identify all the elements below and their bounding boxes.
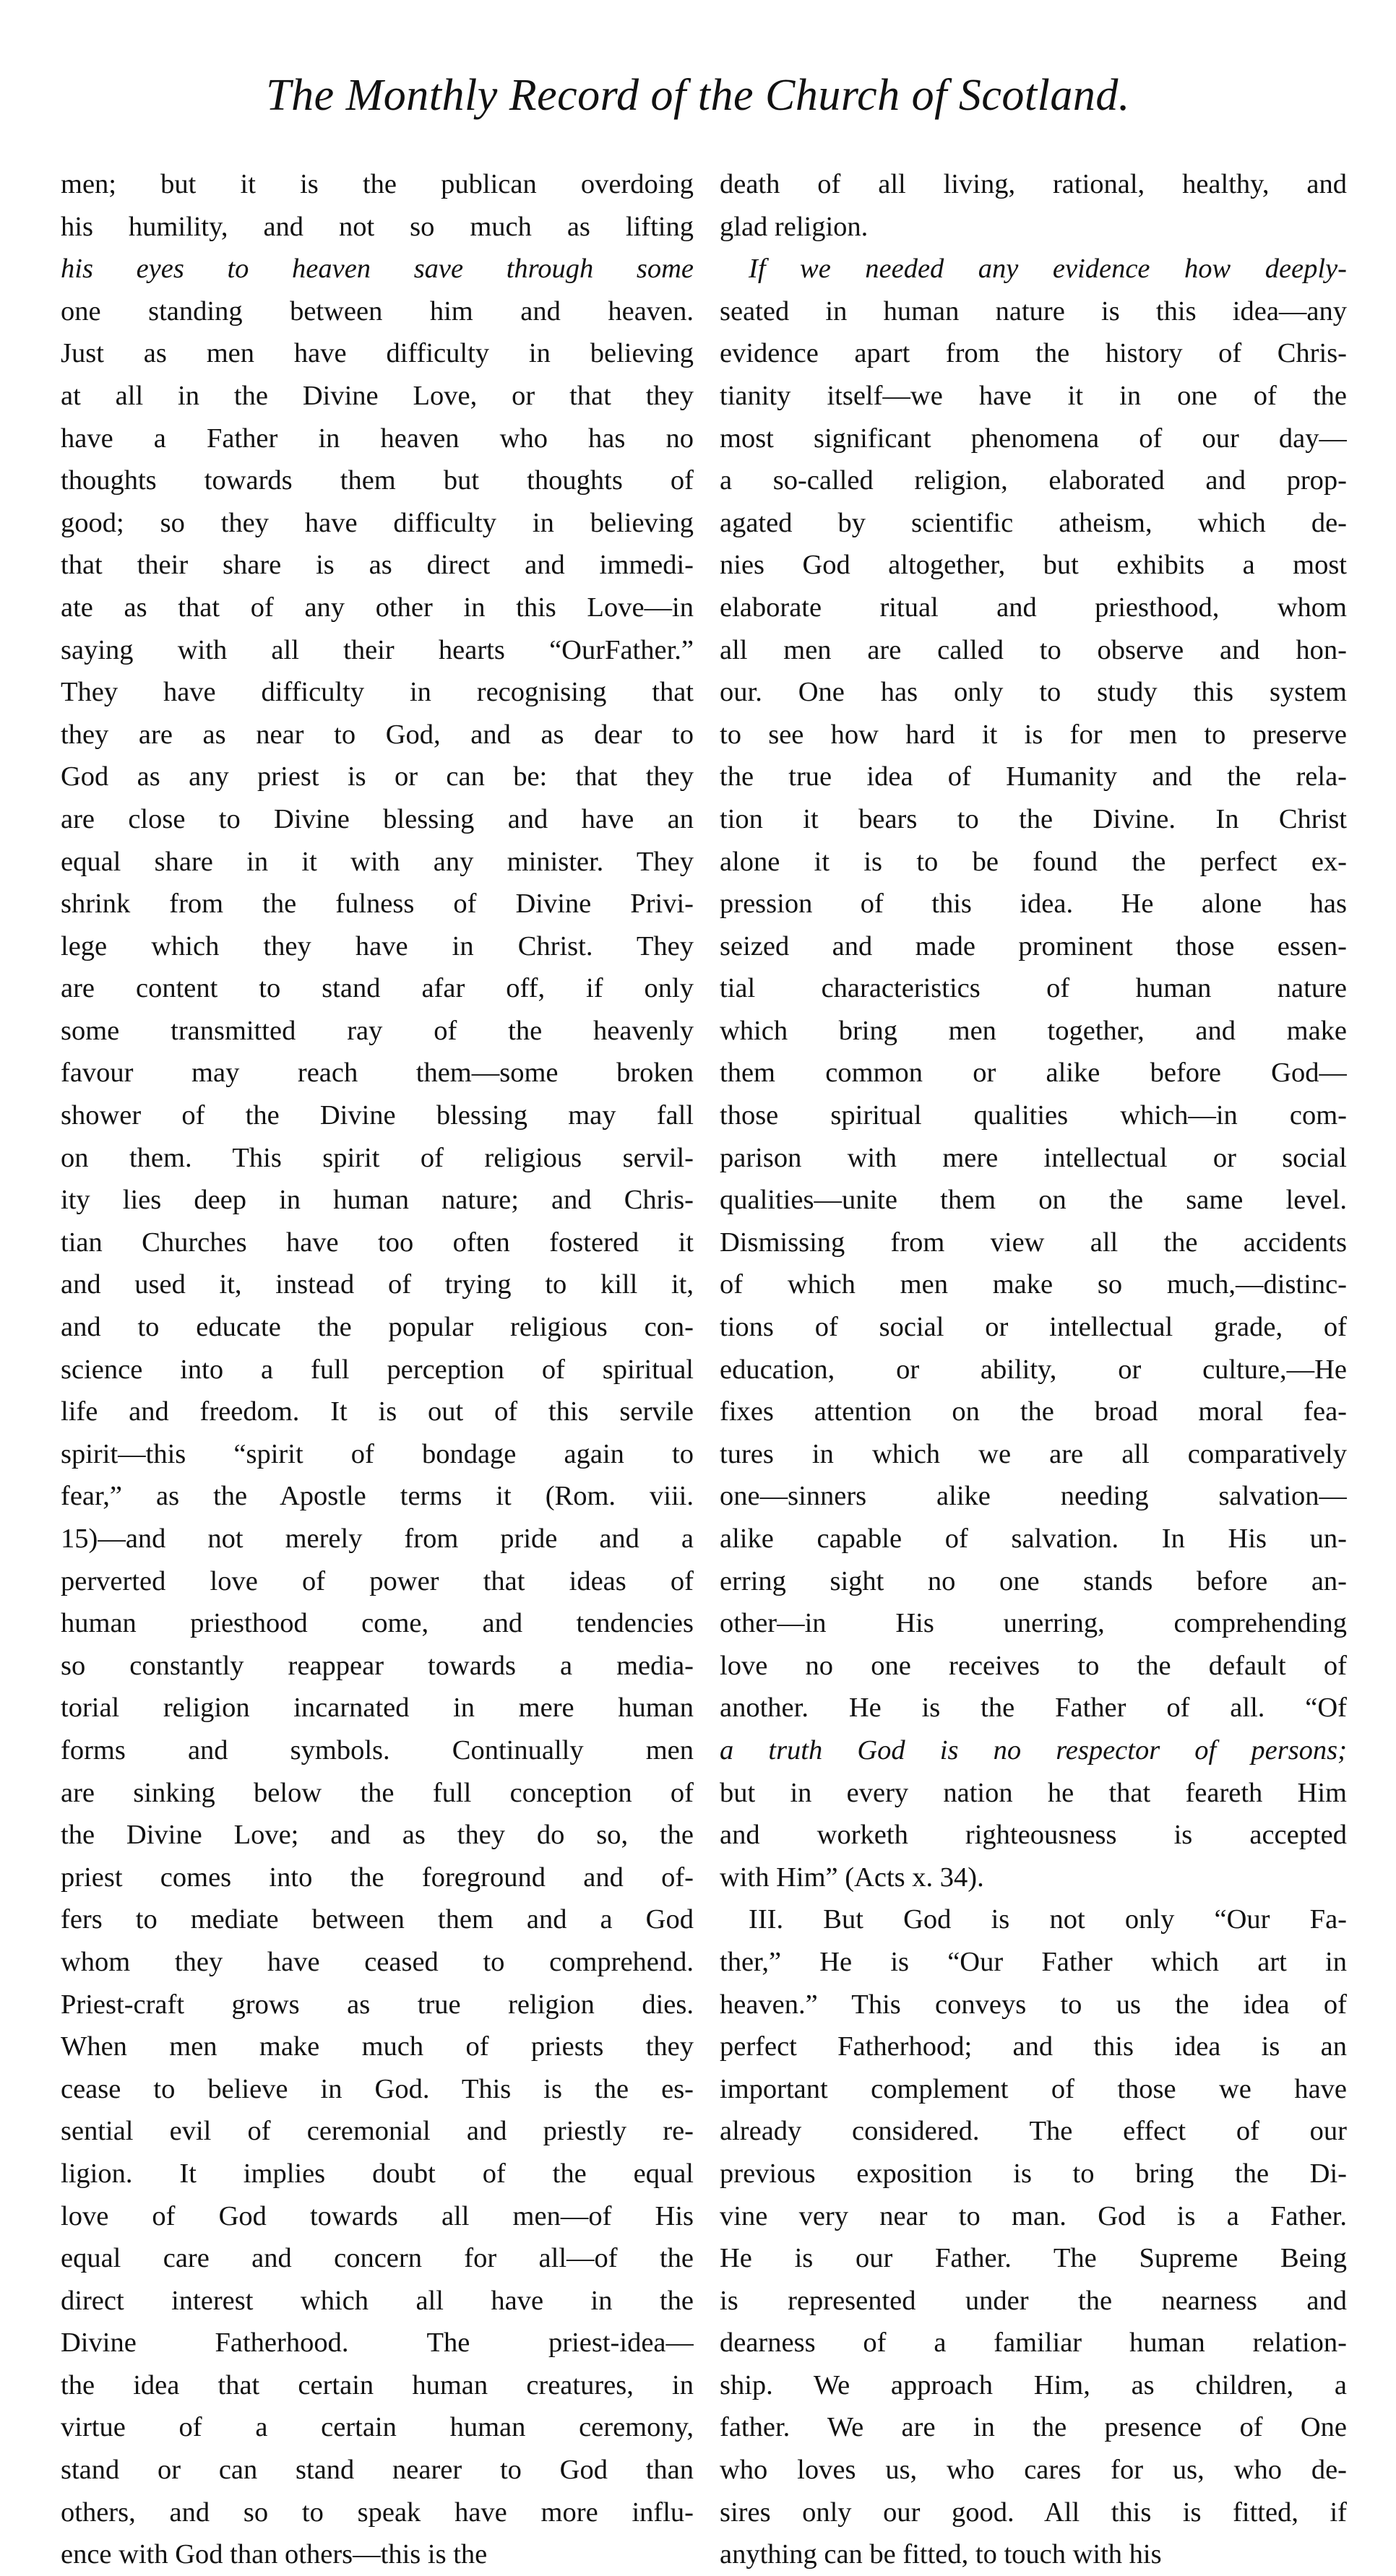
text-line: and used it, instead of trying to kill it, — [61, 1269, 694, 1300]
text-line: love no one receives to the default of — [720, 1650, 1347, 1681]
text-line: anything can be fitted, to touch with his — [720, 2539, 1162, 2570]
text-line: good; so they have difficulty in believing — [61, 507, 694, 538]
text-line: are close to Divine blessing and have an — [61, 803, 694, 834]
text-line: vine very near to man. God is a Father. — [720, 2200, 1347, 2231]
text-line: other—in His unerring, comprehending — [720, 1608, 1347, 1639]
text-line: are sinking below the full conception of — [61, 1777, 694, 1808]
text-line: agated by scientific atheism, which de- — [720, 507, 1347, 538]
text-line: and worketh righteousness is accepted — [720, 1820, 1347, 1851]
text-line: one standing between him and heaven. — [61, 295, 694, 327]
text-line: glad religion. — [720, 211, 869, 242]
text-line: favour may reach them—some broken — [61, 1058, 694, 1089]
text-line: tion it bears to the Divine. In Christ — [720, 803, 1347, 834]
text-line: ence with God than others—this is the — [61, 2539, 488, 2570]
text-line: love of God towards all men—of His — [61, 2200, 694, 2231]
text-line: alone it is to be found the perfect ex- — [720, 846, 1347, 877]
text-line: shrink from the fulness of Divine Privi- — [61, 889, 694, 920]
text-line: his eyes to heaven save through some — [61, 254, 694, 285]
text-line: God as any priest is or can be: that they — [61, 761, 694, 792]
text-line: tianity itself—we have it in one of the — [720, 380, 1347, 411]
text-line: which bring men together, and make — [720, 1015, 1347, 1046]
text-line: pression of this idea. He alone has — [720, 889, 1347, 920]
text-line: one—sinners alike needing salvation— — [720, 1481, 1347, 1512]
text-line: shower of the Divine blessing may fall — [61, 1100, 694, 1131]
text-line: dearness of a familiar human relation- — [720, 2328, 1347, 2359]
text-line: direct interest which all have in the — [61, 2285, 694, 2316]
text-line: erring sight no one stands before an- — [720, 1565, 1347, 1596]
text-line: so constantly reappear towards a media- — [61, 1650, 694, 1681]
text-line: life and freedom. It is out of this servile — [61, 1396, 694, 1427]
text-line: fear,” as the Apostle terms it (Rom. viii. — [61, 1481, 694, 1512]
text-line: men; but it is the publican overdoing — [61, 169, 694, 199]
text-line: human priesthood come, and tendencies — [61, 1608, 694, 1639]
text-line: Just as men have difficulty in believing — [61, 338, 694, 369]
text-line: death of all living, rational, healthy, and — [720, 169, 1347, 199]
text-line: have a Father in heaven who has no — [61, 423, 694, 454]
text-line: most significant phenomena of our day— — [720, 423, 1347, 454]
text-line: at all in the Divine Love, or that they — [61, 380, 694, 411]
text-line: are content to stand afar off, if only — [61, 973, 694, 1004]
text-line: tions of social or intellectual grade, of — [720, 1312, 1347, 1343]
text-line: and to educate the popular religious con- — [61, 1312, 694, 1343]
text-line: tures in which we are all comparatively — [720, 1438, 1347, 1469]
text-line: previous exposition is to bring the Di- — [720, 2158, 1347, 2189]
text-line: perfect Fatherhood; and this idea is an — [720, 2031, 1347, 2062]
text-line: who loves us, who cares for us, who de- — [720, 2455, 1347, 2486]
text-line: tial characteristics of human nature — [720, 973, 1347, 1004]
text-line: is represented under the nearness and — [720, 2285, 1347, 2316]
text-line: education, or ability, or culture,—He — [720, 1354, 1347, 1385]
text-line: 15)—and not merely from pride and a — [61, 1523, 694, 1554]
text-line: a truth God is no respector of persons; — [720, 1734, 1347, 1765]
text-line: When men make much of priests they — [61, 2031, 694, 2062]
text-line: another. He is the Father of all. “Of — [720, 1693, 1347, 1724]
text-line: the idea that certain human creatures, in — [61, 2369, 694, 2400]
text-line: them common or alike before God— — [720, 1058, 1347, 1089]
text-line: but in every nation he that feareth Him — [720, 1777, 1347, 1808]
left-column — [61, 163, 694, 2576]
running-head: The Monthly Record of the Church of Scotland. — [266, 71, 1130, 120]
text-line: already considered. The effect of our — [720, 2116, 1347, 2147]
text-line: Priest-craft grows as true religion dies. — [61, 1989, 694, 2020]
text-line: father. We are in the presence of One — [720, 2412, 1347, 2443]
text-line: torial religion incarnated in mere human — [61, 1693, 694, 1724]
text-line: Divine Fatherhood. The priest-idea— — [61, 2328, 694, 2359]
text-line: ship. We approach Him, as children, a — [720, 2369, 1347, 2400]
text-line: equal share in it with any minister. They — [61, 846, 694, 877]
text-line: parison with mere intellectual or social — [720, 1142, 1347, 1173]
text-line: spirit—this “spirit of bondage again to — [61, 1438, 694, 1469]
text-line: ther,” He is “Our Father which art in — [720, 1946, 1347, 1977]
text-line: heaven.” This conveys to us the idea of — [720, 1989, 1347, 2020]
text-line: the true idea of Humanity and the rela- — [720, 761, 1347, 792]
text-line: forms and symbols. Continually men — [61, 1734, 694, 1765]
text-line: all men are called to observe and hon- — [720, 634, 1347, 665]
text-line: If we needed any evidence how deeply- — [749, 254, 1347, 285]
text-line: the Divine Love; and as they do so, the — [61, 1820, 694, 1851]
text-line: He is our Father. The Supreme Being — [720, 2243, 1347, 2274]
text-line: stand or can stand nearer to God than — [61, 2455, 694, 2486]
text-line: others, and so to speak have more influ- — [61, 2497, 694, 2528]
text-line: qualities—unite them on the same level. — [720, 1185, 1347, 1216]
text-line: to see how hard it is for men to preserve — [720, 719, 1347, 750]
text-line: on them. This spirit of religious servil- — [61, 1142, 694, 1173]
text-line: saying with all their hearts “OurFather.” — [61, 634, 694, 665]
text-line: seized and made prominent those essen- — [720, 930, 1347, 961]
right-column — [720, 163, 1347, 2576]
text-line: sires only our good. All this is fitted, if — [720, 2497, 1347, 2528]
text-line: lege which they have in Christ. They — [61, 930, 694, 961]
text-line: virtue of a certain human ceremony, — [61, 2412, 694, 2443]
text-line: fers to mediate between them and a God — [61, 1904, 694, 1935]
text-line: They have difficulty in recognising that — [61, 677, 694, 708]
text-line: equal care and concern for all—of the — [61, 2243, 694, 2274]
text-line: ate as that of any other in this Love—in — [61, 592, 694, 623]
text-line: ligion. It implies doubt of the equal — [61, 2158, 694, 2189]
text-line: thoughts towards them but thoughts of — [61, 465, 694, 496]
text-line: cease to believe in God. This is the es- — [61, 2073, 694, 2104]
text-line: evidence apart from the history of Chris- — [720, 338, 1347, 369]
text-line: nies God altogether, but exhibits a most — [720, 550, 1347, 581]
text-line: ity lies deep in human nature; and Chris- — [61, 1185, 694, 1216]
text-line: of which men make so much,—distinc- — [720, 1269, 1347, 1300]
text-line: our. One has only to study this system — [720, 677, 1347, 708]
text-line: alike capable of salvation. In His un- — [720, 1523, 1347, 1554]
text-line: important complement of those we have — [720, 2073, 1347, 2104]
text-line: his humility, and not so much as lifting — [61, 211, 694, 242]
text-line: sential evil of ceremonial and priestly re- — [61, 2116, 694, 2147]
text-line: fixes attention on the broad moral fea- — [720, 1396, 1347, 1427]
text-line: they are as near to God, and as dear to — [61, 719, 694, 750]
text-line: perverted love of power that ideas of — [61, 1565, 694, 1596]
text-line: whom they have ceased to comprehend. — [61, 1946, 694, 1977]
text-line: seated in human nature is this idea—any — [720, 295, 1347, 327]
text-line: elaborate ritual and priesthood, whom — [720, 592, 1347, 623]
text-line: some transmitted ray of the heavenly — [61, 1015, 694, 1046]
text-line: III. But God is not only “Our Fa- — [749, 1904, 1347, 1935]
text-line: science into a full perception of spiritual — [61, 1354, 694, 1385]
text-line: that their share is as direct and immedi- — [61, 550, 694, 581]
text-line: those spiritual qualities which—in com- — [720, 1100, 1347, 1131]
text-line: with Him” (Acts x. 34). — [720, 1862, 984, 1893]
text-line: priest comes into the foreground and of- — [61, 1862, 694, 1893]
text-line: a so-called religion, elaborated and prop- — [720, 465, 1347, 496]
text-line: Dismissing from view all the accidents — [720, 1227, 1347, 1258]
text-line: tian Churches have too often fostered it — [61, 1227, 694, 1258]
